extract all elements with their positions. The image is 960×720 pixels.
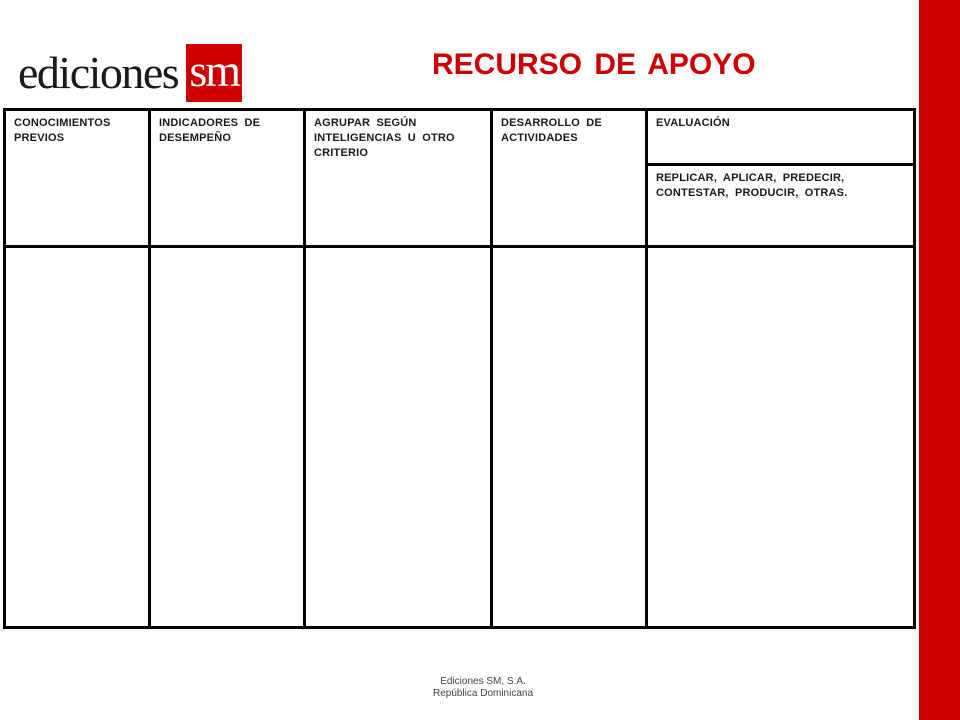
table-header-row xyxy=(5,110,915,165)
logo-wordmark: ediciones xyxy=(18,47,179,98)
slide-title: RECURSO DE APOYO xyxy=(432,48,756,81)
cell-conocimientos-previos[interactable] xyxy=(5,247,150,628)
header-conocimientos-previos: CONOCIMIENTOS PREVIOS xyxy=(5,110,150,247)
cell-desarrollo-actividades[interactable] xyxy=(492,247,647,628)
logo-sm-mark: sm xyxy=(189,45,240,96)
cell-indicadores-desempeno[interactable] xyxy=(150,247,305,628)
ediciones-sm-logo xyxy=(18,44,242,102)
header-evaluacion-sub: REPLICAR, APLICAR, PREDECIR, CONTESTAR, PRODUCIR, OTRAS. xyxy=(647,165,915,247)
logo-sm-box xyxy=(186,44,242,102)
resource-table xyxy=(3,108,916,629)
footer-company: Ediciones SM, S.A. xyxy=(440,676,526,687)
header-indicadores-desempeno: INDICADORES DE DESEMPEÑO xyxy=(150,110,305,247)
table-body-row xyxy=(5,247,915,628)
footer xyxy=(0,676,960,700)
cell-evaluacion[interactable] xyxy=(647,247,915,628)
right-accent-bar xyxy=(919,0,960,720)
footer-country: República Dominicana xyxy=(432,688,534,699)
header-agrupar-inteligencias: AGRUPAR SEGÚN INTELIGENCIAS U OTRO CRITERIO xyxy=(305,110,492,247)
header-desarrollo-actividades: DESARROLLO DE ACTIVIDADES xyxy=(492,110,647,247)
header-evaluacion: EVALUACIÓN xyxy=(647,110,915,165)
cell-agrupar-inteligencias[interactable] xyxy=(305,247,492,628)
